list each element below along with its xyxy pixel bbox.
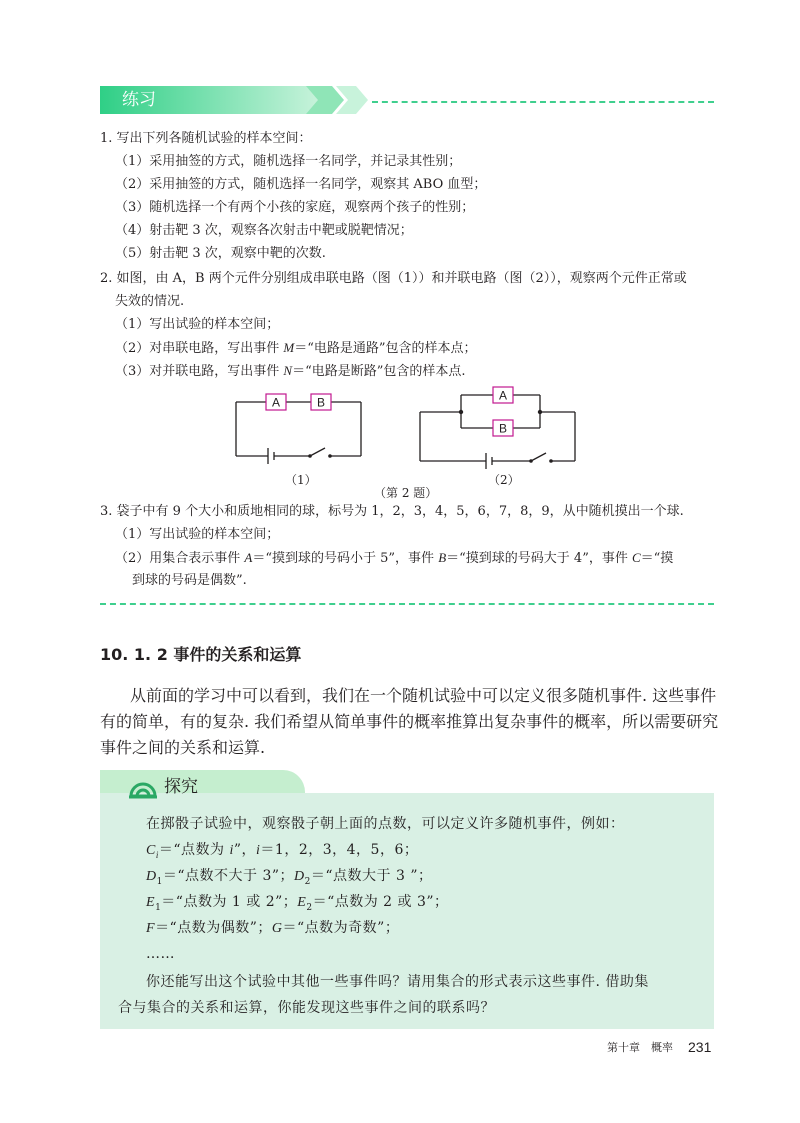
- section-paragraph-line-1: 从前面的学习中可以看到，我们在一个随机试验中可以定义很多随机事件. 这些事件: [130, 686, 717, 705]
- q2-item-3: （3）对并联电路，写出事件 N＝“电路是断路”包含的样本点.: [115, 363, 466, 379]
- section-paragraph-line-3: 事件之间的关系和运算.: [100, 738, 266, 757]
- element-b-label: B: [498, 421, 508, 436]
- section-title: 10. 1. 2 事件的关系和运算: [100, 645, 302, 664]
- explore-title: 探究: [164, 777, 198, 797]
- series-circuit-diagram: [230, 390, 370, 470]
- q1-item-3: （3）随机选择一个有两个小孩的家庭，观察两个孩子的性别；: [115, 200, 475, 215]
- explore-line-2: $C_i=“$点数为 i”，i＝1，2，3，4，5，6；: [146, 842, 419, 860]
- q2-stem-line-2: 失效的情况.: [115, 294, 185, 309]
- explore-icon: [128, 776, 158, 800]
- q3-item-2-continued: 到球的号码是偶数”.: [132, 573, 247, 588]
- explore-line-4: $E_1=“$点数为 1 或 2”；$E_2=“$点数为 2 或 3”；: [146, 894, 449, 913]
- figure-label-1: （1）: [285, 473, 317, 487]
- q3-stem: 3. 袋子中有 9 个大小和质地相同的球，标号为 1，2，3，4，5，6，7，8，9，从中随机摸出一个球.: [100, 504, 684, 519]
- q1-item-5: （5）射击靶 3 次，观察中靶的次数.: [115, 246, 326, 261]
- q1-stem: 1. 写出下列各随机试验的样本空间：: [100, 131, 312, 146]
- element-a-label: A: [498, 388, 508, 403]
- exercise-title: 练习: [122, 90, 156, 110]
- exercise-top-divider: [372, 101, 714, 103]
- figure-label-2: （2）: [488, 473, 520, 487]
- q1-item-2: （2）采用抽签的方式，随机选择一名同学，观察其 ABO 血型；: [115, 177, 487, 192]
- explore-ellipsis: ……: [146, 946, 175, 962]
- explore-line-1: 在掷骰子试验中，观察骰子朝上面的点数，可以定义许多随机事件，例如：: [146, 816, 625, 832]
- section-paragraph-line-2: 有的简单，有的复杂. 我们希望从简单事件的概率推算出复杂事件的概率，所以需要研究: [100, 712, 719, 731]
- q1-item-4: （4）射击靶 3 次，观察各次射击中靶或脱靶情况；: [115, 223, 413, 238]
- q1-item-1: （1）采用抽签的方式，随机选择一名同学，并记录其性别；: [115, 154, 462, 169]
- element-b-label: B: [316, 395, 326, 410]
- explore-question-line-1: 你还能写出这个试验中其他一些事件吗？请用集合的形式表示这些事件. 借助集: [146, 974, 649, 990]
- footer-chapter: 第十章 概率: [607, 1041, 673, 1054]
- q3-item-1: （1）写出试验的样本空间；: [115, 527, 280, 542]
- figure-caption: （第 2 题）: [374, 486, 438, 500]
- q3-item-2: （2）用集合表示事件 A＝“摸到球的号码小于 5”，事件 B＝“摸到球的号码大于 4”，事件 C＝“摸: [115, 550, 674, 566]
- exercise-bottom-divider: [100, 603, 714, 605]
- q2-item-2: （2）对串联电路，写出事件 M＝“电路是通路”包含的样本点；: [115, 340, 477, 356]
- explore-question-line-2: 合与集合的关系和运算，你能发现这些事件之间的联系吗？: [118, 1000, 495, 1016]
- q2-item-1: （1）写出试验的样本空间；: [115, 317, 280, 332]
- parallel-circuit-diagram: [415, 385, 585, 470]
- page-number: 231: [688, 1039, 712, 1055]
- q2-stem-line-1: 2. 如图，由 A，B 两个元件分别组成串联电路（图（1））和并联电路（图（2）），观察两个元件正常或: [100, 271, 687, 286]
- element-a-label: A: [271, 395, 281, 410]
- explore-line-3: $D_1=“$点数不大于 3”；$D_2=“$点数大于 3 ”；: [146, 868, 433, 887]
- explore-line-5: F＝“点数为偶数”；G＝“点数为奇数”；: [146, 920, 400, 936]
